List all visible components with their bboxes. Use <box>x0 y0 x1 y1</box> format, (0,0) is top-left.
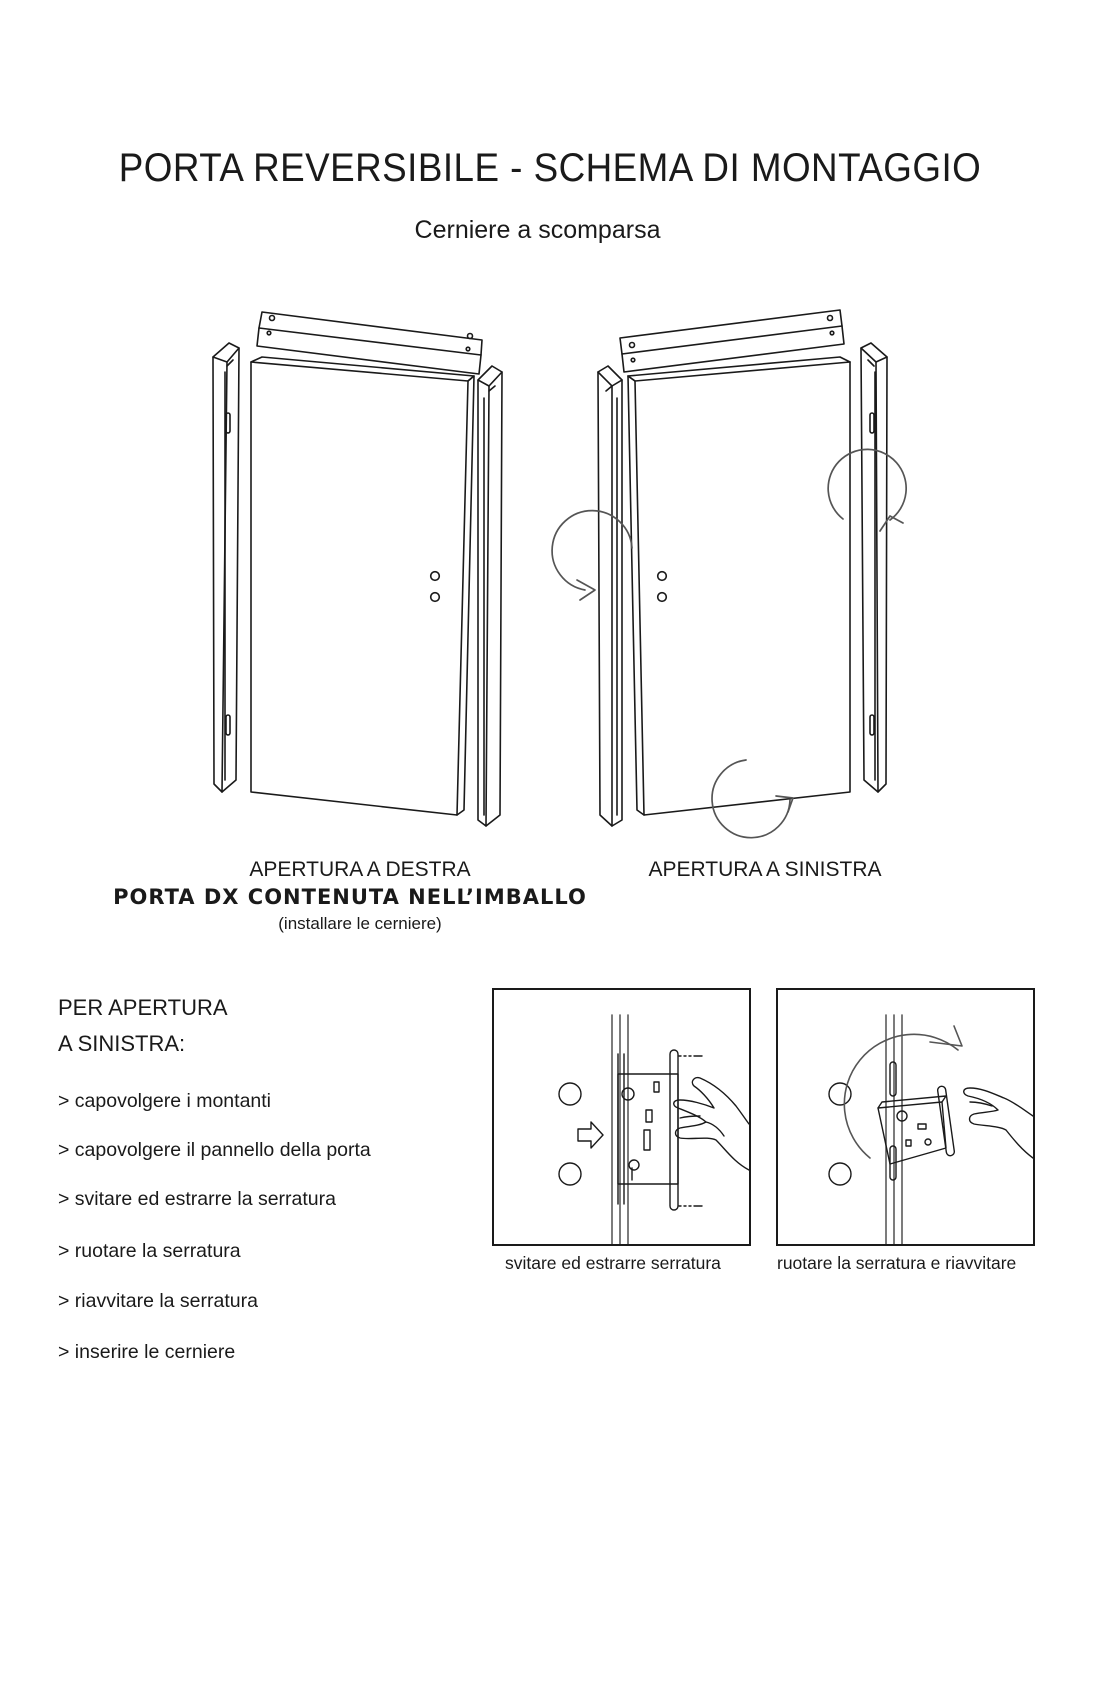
door-frame-left-opening <box>598 310 887 826</box>
push-arrow-icon <box>578 1122 603 1148</box>
page-title: PORTA REVERSIBILE - SCHEMA DI MONTAGGIO <box>118 146 982 190</box>
step-item: > capovolgere i montanti <box>58 1090 272 1112</box>
instructions-heading <box>58 990 228 1062</box>
right-opening-caption: APERTURA A DESTRA <box>249 858 471 881</box>
hand-icon <box>674 1078 749 1170</box>
step-item: > riavvitare la serratura <box>58 1290 258 1312</box>
step-item: > svitare ed estrarre la serratura <box>58 1188 336 1210</box>
rotate-lock-panel <box>776 988 1035 1246</box>
unscrew-lock-caption: svitare ed estrarre serratura <box>505 1253 721 1273</box>
rotate-arrow-icon <box>552 511 688 627</box>
step-item: > ruotare la serratura <box>58 1240 241 1262</box>
included-door-caption: PORTA DX CONTENUTA NELL’IMBALLO <box>113 885 587 909</box>
rotate-arrow-icon <box>712 760 793 838</box>
door-frame-right-opening <box>213 312 502 826</box>
step-item: > capovolgere il pannello della porta <box>58 1139 371 1161</box>
hand-icon <box>964 1088 1033 1158</box>
instructions-heading-line1: PER APERTURA <box>58 995 228 1020</box>
instructions-heading-line2: A SINISTRA: <box>58 1031 186 1056</box>
rotate-lock-caption: ruotare la serratura e riavvitare <box>777 1253 1017 1273</box>
lock-mechanism-icon <box>618 1050 702 1210</box>
rotate-arrow-icon <box>828 449 906 531</box>
page-subtitle: Cerniere a scomparsa <box>414 216 661 244</box>
step-item: > inserire le cerniere <box>58 1341 236 1363</box>
install-hinges-caption: (installare le cerniere) <box>278 914 442 933</box>
left-opening-caption: APERTURA A SINISTRA <box>648 858 882 881</box>
unscrew-lock-panel <box>492 988 751 1246</box>
